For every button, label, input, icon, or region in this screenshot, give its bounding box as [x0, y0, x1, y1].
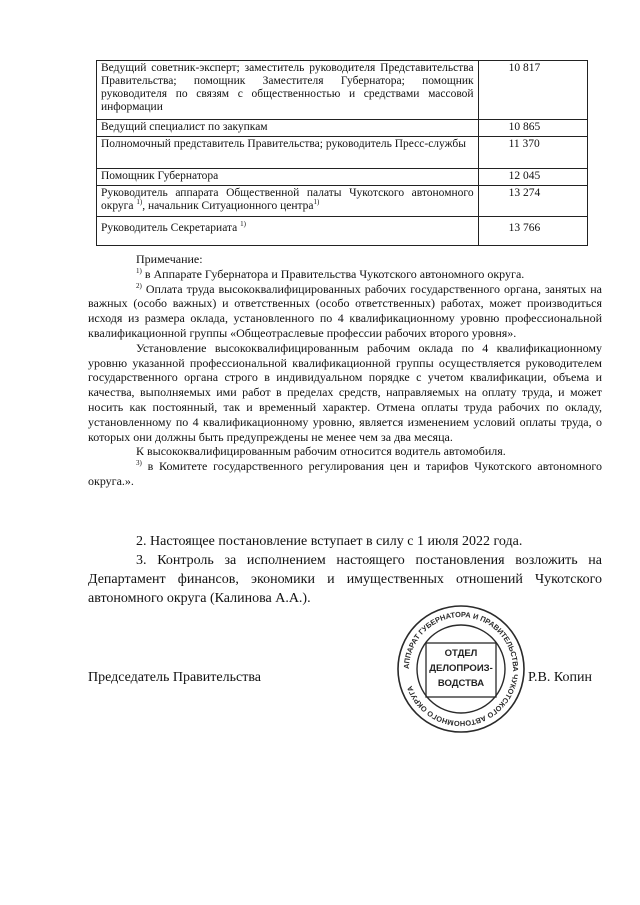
- clause-2: 2. Настоящее постановление вступает в силу с 1 июля 2022 года.: [136, 534, 523, 549]
- salary-cell: 12 045: [478, 169, 587, 186]
- table-row: [97, 186, 588, 217]
- note-2-paragraph-2: Установление высококвалифицированным рабочим оклада по 4 квалификационному уровню указанной профессиональной квалификационной группы осуществляется руководителем государственного органа строго в индивидуальном порядке с учетом квалификации, объема и качества, выполняемых ими работ в пределах средств, направляемых на оплату труда, и может носить как постоянный, так и временный характер. Отмена оплаты труда рабочих по окладу, установленному по 4 квалификационному уровню, является изменением условий оплаты труда, о которых они должны быть предупреждены не менее чем за два месяца.: [88, 340, 602, 444]
- decree-clauses: [88, 532, 602, 608]
- footnote-mark: 1): [136, 266, 142, 275]
- position-cell: Ведущий специалист по закупкам: [97, 120, 479, 137]
- signatory-name: Р.В. Копин: [528, 670, 592, 685]
- table-row: [97, 169, 588, 186]
- footnote-mark: 2): [136, 281, 142, 290]
- stamp-line-1: ОТДЕЛ: [444, 648, 478, 659]
- table-row: [97, 120, 588, 137]
- signatory-title: Председатель Правительства: [88, 670, 261, 685]
- footnote-mark: 1): [240, 220, 246, 229]
- position-cell: Полномочный представитель Правительства; руководитель Пресс-службы: [97, 137, 479, 169]
- salary-table: [96, 60, 588, 246]
- stamp-ring-textpath: АППАРАТ ГУБЕРНАТОРА И ПРАВИТЕЛЬСТВА ЧУКОТСКОГО АВТОНОМНОГО ОКРУГА: [401, 609, 521, 729]
- position-cell: [97, 186, 479, 217]
- stamp-line-2: ДЕЛОПРОИЗ-: [429, 663, 493, 674]
- note-2-paragraph-3: К высококвалифицированным рабочим относится водитель автомобиля.: [136, 444, 506, 459]
- position-cell: Помощник Губернатора: [97, 169, 479, 186]
- footnote-mark: 3): [136, 459, 142, 468]
- note-2: [88, 282, 602, 341]
- table-row: [97, 137, 588, 169]
- note-3: [88, 459, 602, 489]
- salary-cell: 13 766: [478, 217, 587, 246]
- salary-cell: 13 274: [478, 186, 587, 217]
- footnote-mark: 1): [313, 198, 320, 207]
- salary-cell: 10 817: [478, 61, 587, 120]
- position-cell: [97, 217, 479, 246]
- note-1: [88, 267, 602, 282]
- stamp-line-3: ВОДСТВА: [437, 678, 485, 689]
- salary-cell: 11 370: [478, 137, 587, 169]
- position-text: , начальник Ситуационного центра: [142, 200, 314, 212]
- notes-heading: Примечание:: [136, 252, 203, 266]
- note-text: в Комитете государственного регулирования цен и тарифов Чукотского автономного округа.».: [88, 459, 602, 488]
- position-text: Руководитель Секретариата: [101, 222, 238, 234]
- official-stamp: [396, 604, 526, 734]
- table-row: [97, 217, 588, 246]
- table-notes: [88, 252, 602, 489]
- position-cell: Ведущий советник-эксперт; заместитель руководителя Представительства Правительства; помощник Заместителя Губернатора; помощник руководителя по связям с общественностью и средствами массовой информации: [97, 61, 479, 120]
- note-text: в Аппарате Губернатора и Правительства Чукотского автономного округа.: [141, 266, 525, 281]
- footnote-mark: 1): [136, 198, 143, 207]
- position-text: Руководитель аппарата Общественной палаты Чукотского автономного округа: [101, 187, 474, 212]
- clause-3: 3. Контроль за исполнением настоящего постановления возложить на Департамент финансов, экономики и имущественных отношений Чукотского автономного округа (Калинова А.А.).: [88, 553, 602, 606]
- table-row: [97, 61, 588, 120]
- note-text: Оплата труда высококвалифицированных рабочих государственного органа, занятых на важных (особо важных) и ответственных (особо ответственных) работах, может производиться исходя из размера оклада, установленного по 4 квалификационному уровню профессиональной квалификационной группы «Общеотраслевые профессии рабочих второго уровня».: [88, 281, 602, 340]
- salary-cell: 10 865: [478, 120, 587, 137]
